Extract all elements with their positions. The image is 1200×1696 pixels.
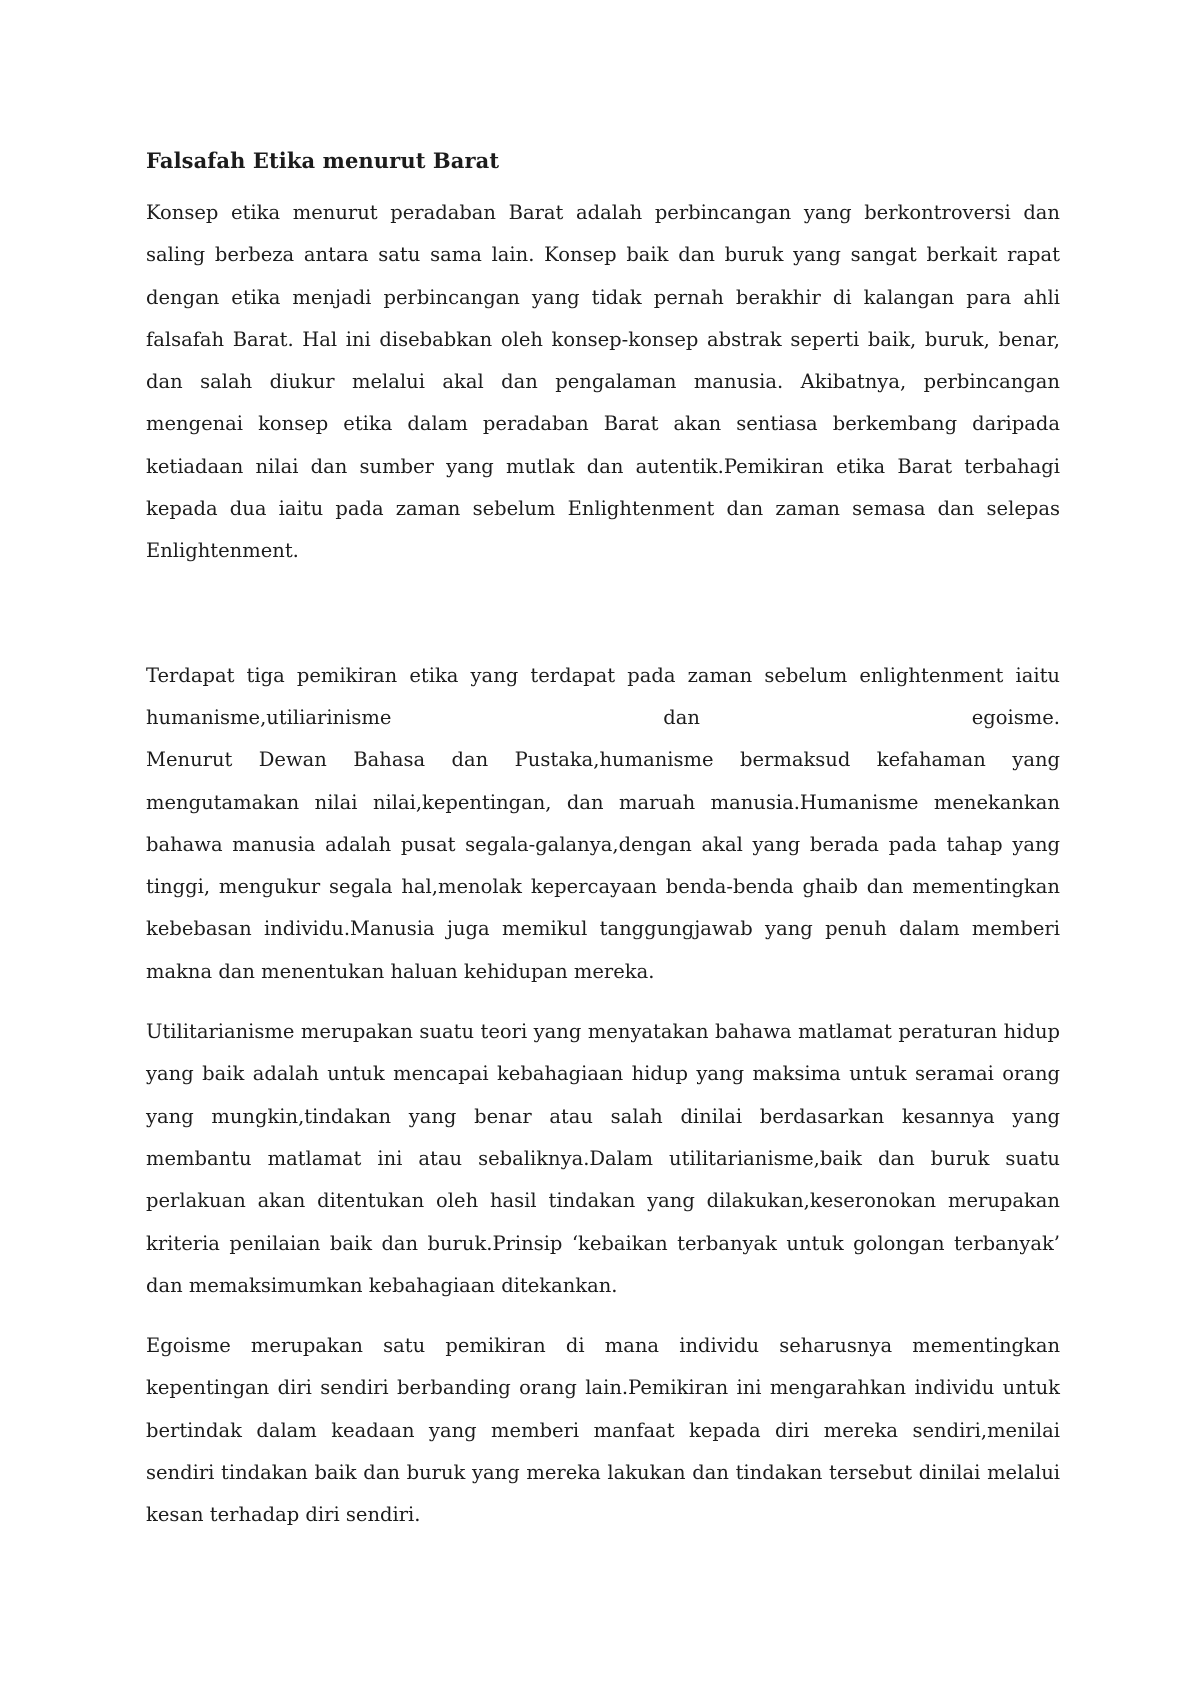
paragraph-utilitarianisme: Utilitarianisme merupakan suatu teori yang menyatakan bahawa matlamat peraturan hidup yang baik adalah untuk mencapai kebahagiaan hidup yang maksima untuk seramai orang yang mungkin,tindakan yang benar atau salah dinilai berdasarkan kesannya yang membantu matlamat ini atau sebaliknya.Dalam utilitarianisme,baik dan buruk suatu perlakuan akan ditentukan oleh hasil tindakan yang dilakukan,keseronokan merupakan kriteria penilaian baik dan buruk.Prinsip ‘kebaikan terbanyak untuk golongan terbanyak’ dan memaksimumkan kebahagiaan ditekankan. — [146, 1020, 1060, 1297]
document-title: Falsafah Etika menurut Barat — [146, 148, 500, 173]
paragraph-egoisme: Egoisme merupakan satu pemikiran di mana individu seharusnya mementingkan kepentingan diri sendiri berbanding orang lain.Pemikiran ini mengarahkan individu untuk bertindak dalam keadaan yang memberi manfaat kepada diri mereka sendiri,menilai sendiri tindakan baik dan buruk yang mereka lakukan dan tindakan tersebut dinilai melalui kesan terhadap diri sendiri. — [146, 1334, 1060, 1527]
paragraph-humanisme: Menurut Dewan Bahasa dan Pustaka,humanisme bermaksud kefahaman yang mengutamakan nilai nilai,kepentingan, dan maruah manusia.Humanisme menekankan bahawa manusia adalah pusat segala-galanya,dengan akal yang berada pada tahap yang tinggi, mengukur segala hal,menolak kepercayaan benda-benda ghaib dan mementingkan kebebasan individu.Manusia juga memikul tanggungjawab yang penuh dalam memberi makna dan menentukan haluan kehidupan mereka. — [146, 748, 1060, 983]
document-body — [146, 140, 1060, 1537]
paragraph-intro: Konsep etika menurut peradaban Barat adalah perbincangan yang berkontroversi dan saling berbeza antara satu sama lain. Konsep baik dan buruk yang sangat berkait rapat dengan etika menjadi perbincangan yang tidak pernah berakhir di kalangan para ahli falsafah Barat. Hal ini disebabkan oleh konsep-konsep abstrak seperti baik, buruk, benar, dan salah diukur melalui akal dan pengalaman manusia. Akibatnya, perbincangan mengenai konsep etika dalam peradaban Barat akan sentiasa berkembang daripada ketiadaan nilai dan sumber yang mutlak dan autentik.Pemikiran etika Barat terbahagi kepada dua iaitu pada zaman sebelum Enlightenment dan zaman semasa dan selepas Enlightenment. — [146, 201, 1060, 563]
paragraph-three-thoughts — [146, 655, 1060, 993]
paragraph-three-thoughts-first-line: Terdapat tiga pemikiran etika yang terdapat pada zaman sebelum enlightenment iaitu humanisme,utiliarinisme dan egoisme. — [146, 663, 1060, 729]
